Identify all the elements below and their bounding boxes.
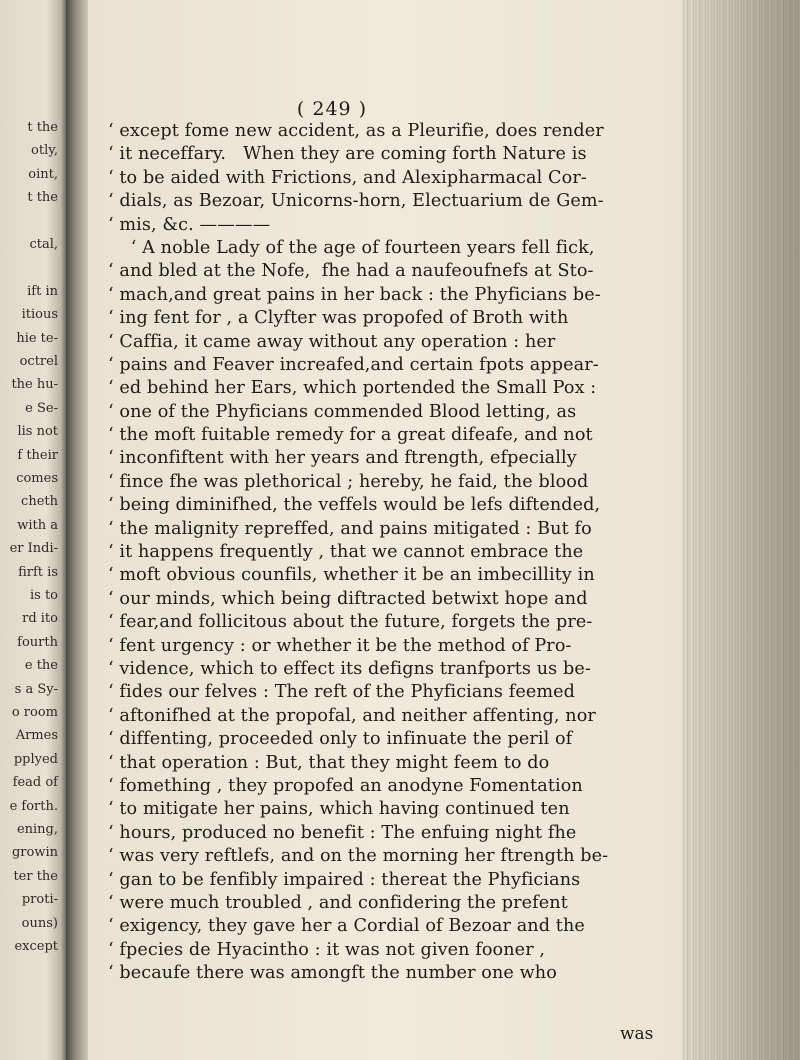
left-page-fragment: ctal, [29, 237, 58, 252]
text-line: ‘ ed behind her Ears, which portended the Small Pox : [108, 378, 597, 399]
text-line: ‘ ing fent for , a Clyfter was propofed of Broth with [108, 308, 569, 329]
left-page-fragment: firft is [18, 564, 58, 580]
left-page-fragment: t the [27, 190, 58, 206]
left-page-fragment: e forth. [9, 798, 58, 814]
text-line: ‘ fent urgency : or whether it be the method of Pro- [108, 635, 572, 656]
text-line: ‘ to mitigate her pains, which having continued ten [108, 799, 570, 820]
text-line: ‘ were much troubled , and confidering the prefent [108, 892, 568, 913]
text-line: ‘ diffenting, proceeded only to infinuate the peril of [108, 729, 573, 750]
left-page-fragment: growin [11, 845, 58, 861]
text-line: ‘ inconfiftent with her years and ftrength, efpecially [108, 448, 577, 469]
text-line: ‘ Caffia, it came away without any operation : her [108, 331, 556, 352]
text-line: ‘ was very reftlefs, and on the morning her ftrength be- [108, 846, 609, 867]
text-line: ‘ aftonifhed at the propofal, and neither affenting, nor [108, 705, 596, 726]
left-page-fragment: t the [27, 120, 58, 135]
text-line: ‘ one of the Phyficians commended Blood letting, as [108, 401, 577, 422]
text-line: ‘ mach,and great pains in her back : the Phyficians be- [108, 284, 601, 305]
text-line: ‘ gan to be fenfibly impaired : thereat the Phyficians [108, 869, 581, 890]
left-page-fragment: lis not [17, 424, 58, 440]
left-page-fragment: comes [16, 471, 58, 486]
text-line: ‘ exigency, they gave her a Cordial of Bezoar and the [108, 916, 585, 937]
left-page-fragment: e Se- [25, 400, 58, 416]
left-page-fragment: hie te- [16, 330, 58, 346]
left-page-fragment: with a [17, 517, 58, 533]
text-line: ‘ A noble Lady of the age of fourteen years fell fick, [108, 237, 595, 258]
left-page-fragment: Armes [15, 728, 58, 744]
text-line: ‘ being diminifhed, the veffels would be lefs diftended, [108, 495, 601, 516]
left-page-fragment: s a Sy- [14, 681, 58, 697]
body-text [108, 120, 688, 985]
left-facing-page [0, 0, 66, 1060]
text-line: ‘ it neceffary. When they are coming forth Nature is [108, 144, 587, 165]
text-line: ‘ pains and Feaver increafed,and certain fpots appear- [108, 354, 599, 375]
left-page-fragment: fourth [17, 634, 58, 650]
text-line: ‘ fomething , they propofed an anodyne Fomentation [108, 775, 583, 796]
left-page-fragment: e the [24, 658, 58, 674]
left-page-fragment: oint, [28, 166, 58, 182]
text-line: ‘ and bled at the Nofe, fhe had a naufeoufnefs at Sto- [108, 261, 594, 282]
left-page-fragment: o room [11, 705, 58, 720]
text-line: ‘ except fome new accident, as a Pleurifie, does render [108, 121, 604, 141]
left-page-fragment: ter the [13, 868, 58, 884]
text-line: ‘ that operation : But, that they might feem to do [108, 752, 550, 773]
left-page-fragment: is to [29, 588, 58, 603]
text-line: ‘ becaufe there was amongft the number one who [108, 963, 557, 984]
left-page-fragment: ift in [27, 283, 58, 299]
text-line: ‘ fides our felves : The reft of the Phyficians feemed [108, 682, 576, 703]
left-page-fragment: itious [21, 307, 58, 323]
text-line: ‘ mis, &c. ———— [108, 214, 271, 235]
text-line: ‘ to be aided with Frictions, and Alexipharmacal Cor- [108, 167, 587, 188]
left-page-fragment: octrel [19, 354, 58, 369]
text-line: ‘ dials, as Bezoar, Unicorns-horn, Electuarium de Gem- [108, 191, 604, 212]
catchword: was [620, 1024, 654, 1044]
left-page-fragment: proti- [21, 892, 58, 908]
text-line: ‘ it happens frequently , that we cannot embrace the [108, 542, 584, 563]
left-page-fragment: pplyed [13, 751, 58, 767]
left-page-fragment: ouns) [21, 915, 58, 931]
left-page-fragment: cheth [21, 494, 58, 510]
left-page-fragment: except [14, 939, 58, 954]
page-edges [682, 0, 800, 1060]
text-line: ‘ the moft fuitable remedy for a great difeafe, and not [108, 425, 593, 446]
text-line: ‘ fince fhe was plethorical ; hereby, he faid, the blood [108, 471, 589, 492]
left-page-fragment: fead of [12, 775, 58, 791]
left-page-fragment: otly, [31, 143, 58, 159]
left-page-fragment: ening, [16, 822, 58, 837]
text-line: ‘ our minds, which being diftracted betwixt hope and [108, 588, 588, 609]
text-line: ‘ fear,and follicitous about the future, forgets the pre- [108, 612, 593, 633]
text-line: ‘ moft obvious counfils, whether it be an imbecillity in [108, 565, 595, 586]
text-line: ‘ vidence, which to effect its defigns tranfports us be- [108, 658, 591, 679]
left-page-fragment: f their [17, 447, 58, 463]
text-line: ‘ fpecies de Hyacintho : it was not given fooner , [108, 939, 546, 960]
left-page-fragment: the hu- [11, 377, 58, 393]
page-number: ( 249 ) [296, 98, 368, 120]
left-page-fragment: er Indi- [9, 541, 58, 557]
text-line: ‘ the malignity repreffed, and pains mitigated : But fo [108, 518, 592, 539]
text-line: ‘ hours, produced no benefit : The enfuing night fhe [108, 822, 577, 843]
left-page-fragment: rd ito [22, 611, 58, 627]
book-gutter [66, 0, 88, 1060]
